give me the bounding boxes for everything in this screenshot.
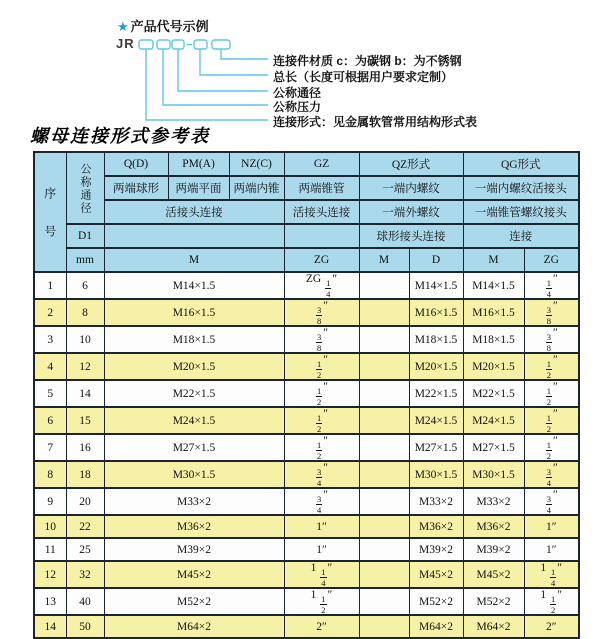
serial-cell: 8 [34,461,66,488]
qg-zg-cell: 1 $\frac{1}{4}$ ″ [524,561,579,588]
qz-m-cell [359,561,409,588]
m-thread-cell: M52×2 [104,588,284,615]
header-cell: 一端内螺纹 [359,176,463,200]
connector-line [200,49,268,75]
table-row [34,461,579,488]
qz-d-cell: M36×2 [409,515,463,538]
serial-cell: 13 [34,588,66,615]
header-cell: 两端球形 [104,176,168,200]
qg-zg-cell: $\frac{1}{4}$ ″ [524,272,579,299]
code-field-box [172,40,184,49]
table-row [34,588,579,615]
dn-cell: 25 [66,538,104,561]
dn-cell: 8 [66,299,104,326]
m-thread-cell: M20×1.5 [104,353,284,380]
header-cell-empty [104,224,284,248]
qz-d-cell: M64×2 [409,615,463,638]
gz-zg-cell: $\frac{3}{4}$ ″ [284,461,359,488]
header-cell: 活接头连接 [104,200,284,224]
code-prefix: JR [116,36,135,51]
m-thread-cell: M30×1.5 [104,461,284,488]
gz-zg-cell: $\frac{3}{8}$ ″ [284,326,359,353]
header-row-end-types [34,176,579,200]
gz-zg-cell: 1 $\frac{1}{4}$ ″ [284,561,359,588]
table-row [34,326,579,353]
gz-zg-cell: 1″ [284,515,359,538]
serial-cell: 5 [34,380,66,407]
table-row [34,353,579,380]
header-serial [34,152,66,272]
dn-cell: 12 [66,353,104,380]
serial-cell: 3 [34,326,66,353]
header-cell: QZ形式 [359,152,463,176]
header-cell: 一端外螺纹 [359,200,463,224]
m-thread-cell: M24×1.5 [104,407,284,434]
serial-cell: 11 [34,538,66,561]
qg-m-cell: M64×2 [463,615,524,638]
dn-cell: 14 [66,380,104,407]
m-thread-cell: M64×2 [104,615,284,638]
header-cell: QG形式 [463,152,579,176]
qz-d-cell: M22×1.5 [409,380,463,407]
qg-zg-cell: $\frac{1}{2}$ ″ [524,407,579,434]
serial-cell: 4 [34,353,66,380]
diagram-title: 产品代号示例 [130,19,209,34]
serial-cell: 12 [34,561,66,588]
gz-zg-cell: $\frac{1}{2}$ ″ [284,407,359,434]
dn-cell: 22 [66,515,104,538]
header-cell: 连接 [463,224,579,248]
table-title: 螺母连接形式参考表 [30,126,210,146]
qz-d-cell: M18×1.5 [409,326,463,353]
qg-m-cell: M52×2 [463,588,524,615]
qg-zg-cell: $\frac{1}{2}$ ″ [524,353,579,380]
header-cell: 一端锥管螺纹接头 [463,200,579,224]
qg-zg-cell: $\frac{3}{8}$ ″ [524,326,579,353]
qg-zg-cell: 1″ [524,538,579,561]
header-cell: D [409,248,463,272]
header-cell: 一端内螺纹活接头 [463,176,579,200]
table-row [34,615,579,638]
table-row [34,380,579,407]
gz-zg-cell: 1 $\frac{1}{2}$ ″ [284,588,359,615]
qz-d-cell: M27×1.5 [409,434,463,461]
qz-m-cell [359,353,409,380]
code-field-box [212,40,230,49]
header-row-connection-types [34,200,579,224]
serial-cell: 2 [34,299,66,326]
m-thread-cell: M39×2 [104,538,284,561]
gz-zg-cell: 1″ [284,538,359,561]
code-label-material: 连接件材质 c：为碳钢 b：为不锈钢 [273,54,462,68]
qg-m-cell: M18×1.5 [463,326,524,353]
qg-m-cell: M16×1.5 [463,299,524,326]
qz-d-cell: M45×2 [409,561,463,588]
qz-m-cell [359,299,409,326]
qg-m-cell: M14×1.5 [463,272,524,299]
serial-cell: 1 [34,272,66,299]
m-thread-cell: M33×2 [104,488,284,515]
qg-m-cell: M22×1.5 [463,380,524,407]
dn-cell: 40 [66,588,104,615]
m-thread-cell: M18×1.5 [104,326,284,353]
qz-m-cell [359,538,409,561]
qz-d-cell: M24×1.5 [409,407,463,434]
connector-line [163,49,268,105]
header-cell: 活接头连接 [284,200,359,224]
qg-m-cell: M45×2 [463,561,524,588]
qz-m-cell [359,380,409,407]
table-row [34,434,579,461]
serial-cell: 6 [34,407,66,434]
qz-m-cell [359,461,409,488]
header-cell: ZG [284,248,359,272]
qz-m-cell [359,588,409,615]
gz-zg-cell: $\frac{1}{2}$ ″ [284,353,359,380]
qz-m-cell [359,326,409,353]
m-thread-cell: M22×1.5 [104,380,284,407]
dn-cell: 50 [66,615,104,638]
header-cell: 两端平面 [168,176,229,200]
code-field-box [139,40,153,49]
dn-cell: 18 [66,461,104,488]
code-label-pressure: 公称压力 [273,100,322,114]
table-row [34,488,579,515]
product-code-diagram [0,0,600,130]
table-row [34,272,579,299]
qz-d-cell: M30×1.5 [409,461,463,488]
gz-zg-cell: $\frac{1}{2}$ ″ [284,434,359,461]
header-cell: ZG [524,248,579,272]
m-thread-cell: M36×2 [104,515,284,538]
m-thread-cell: M45×2 [104,561,284,588]
header-cell: M [104,248,284,272]
qg-m-cell: M33×2 [463,488,524,515]
header-cell: Q(D) [104,152,168,176]
code-label-diameter: 公称通径 [273,86,322,100]
qz-m-cell [359,488,409,515]
table-row [34,561,579,588]
qg-zg-cell: 2″ [524,615,579,638]
header-cell: M [463,248,524,272]
connector-line [178,49,268,91]
dn-cell: 16 [66,434,104,461]
qg-zg-cell: $\frac{3}{4}$ ″ [524,461,579,488]
qg-m-cell: M20×1.5 [463,353,524,380]
gz-zg-cell: ZG $\frac{1}{4}$ ″ [284,272,359,299]
qz-d-cell: M52×2 [409,588,463,615]
dn-cell: 20 [66,488,104,515]
qz-d-cell: M33×2 [409,488,463,515]
qg-zg-cell: $\frac{1}{2}$ ″ [524,434,579,461]
header-serial-label: 序号 [42,186,57,263]
header-dn-label: 公称通径 [79,162,91,215]
qg-zg-cell: $\frac{3}{4}$ ″ [524,488,579,515]
table-row [34,407,579,434]
header-cell: 两端锥管 [284,176,359,200]
dn-cell: 15 [66,407,104,434]
header-nominal-diameter [66,152,104,224]
qz-m-cell [359,434,409,461]
gz-zg-cell: $\frac{1}{2}$ ″ [284,380,359,407]
header-cell-empty [284,224,359,248]
reference-table [33,151,580,639]
code-label-length: 总长（长度可根据用户要求定制） [273,70,454,84]
qg-m-cell: M27×1.5 [463,434,524,461]
star-icon: ★ [117,19,129,34]
serial-cell: 7 [34,434,66,461]
qg-zg-cell: $\frac{1}{2}$ ″ [524,380,579,407]
m-thread-cell: M16×1.5 [104,299,284,326]
header-cell: M [359,248,409,272]
qz-d-cell: M14×1.5 [409,272,463,299]
gz-zg-cell: $\frac{3}{8}$ ″ [284,299,359,326]
m-thread-cell: M27×1.5 [104,434,284,461]
header-cell: GZ [284,152,359,176]
dn-cell: 32 [66,561,104,588]
dn-cell: 10 [66,326,104,353]
header-cell: mm [66,248,104,272]
qz-m-cell [359,272,409,299]
qz-d-cell: M20×1.5 [409,353,463,380]
qz-d-cell: M16×1.5 [409,299,463,326]
header-cell: PM(A) [168,152,229,176]
serial-cell: 9 [34,488,66,515]
table-row [34,299,579,326]
table-row [34,515,579,538]
header-cell: NZ(C) [229,152,284,176]
connector-line [221,49,268,59]
header-cell: 球形接头连接 [359,224,463,248]
qz-m-cell [359,407,409,434]
qz-d-cell: M39×2 [409,538,463,561]
qg-m-cell: M30×1.5 [463,461,524,488]
code-field-box [157,40,170,49]
qg-m-cell: M36×2 [463,515,524,538]
qg-m-cell: M24×1.5 [463,407,524,434]
qg-m-cell: M39×2 [463,538,524,561]
header-row-groups [34,152,579,176]
header-cell: D1 [66,224,104,248]
serial-cell: 10 [34,515,66,538]
qg-zg-cell: 1 $\frac{1}{2}$ ″ [524,588,579,615]
gz-zg-cell: 2″ [284,615,359,638]
diagram-heading [117,16,209,35]
table-row [34,538,579,561]
dn-cell: 6 [66,272,104,299]
code-field-box [194,40,207,49]
qg-zg-cell: 1″ [524,515,579,538]
qz-m-cell [359,515,409,538]
header-row-d1 [34,224,579,248]
gz-zg-cell: $\frac{3}{4}$ ″ [284,488,359,515]
code-label-connection: 连接形式：见金属软管常用结构形式表 [273,115,478,129]
header-row-units [34,248,579,272]
serial-cell: 14 [34,615,66,638]
m-thread-cell: M14×1.5 [104,272,284,299]
qz-m-cell [359,615,409,638]
qg-zg-cell: $\frac{3}{8}$ ″ [524,299,579,326]
header-cell: 两端内锥 [229,176,284,200]
